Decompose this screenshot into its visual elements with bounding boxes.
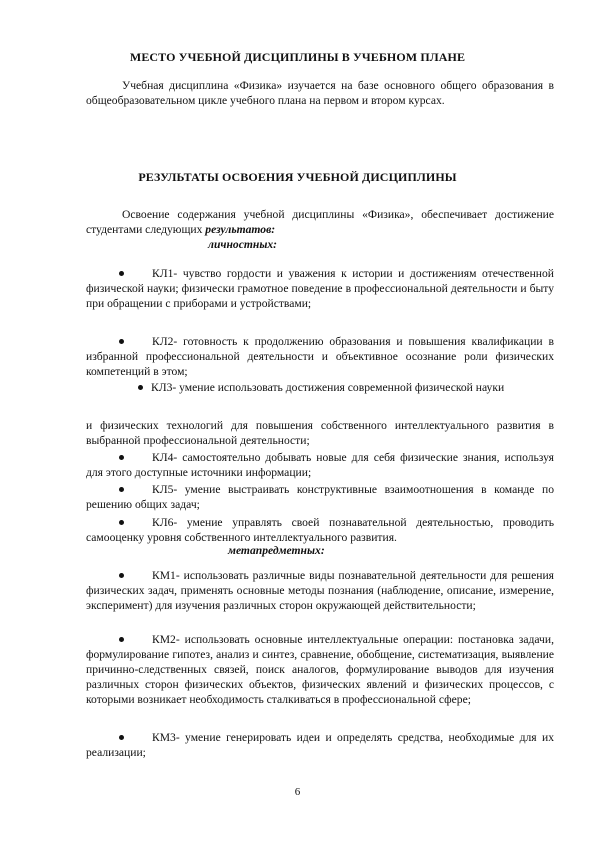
list-item-text: КМ1- использовать различные виды познавательной деятельности для решения физических задач, применять основные методы познания (наблюдение, описание, измерение, эксперимент) для изучения различных сторон окружающей действительности;	[86, 569, 554, 612]
section-heading-place: МЕСТО УЧЕБНОЙ ДИСЦИПЛИНЫ В УЧЕБНОМ ПЛАНЕ	[129, 50, 466, 64]
paragraph-place: Учебная дисциплина «Физика» изучается на базе основного общего образования в общеобразовательном цикле учебного плана на первом и втором курсах.	[86, 79, 554, 107]
list-item-text: КМ3- умение генерировать идеи и определять средства, необходимые для их реализации;	[86, 731, 554, 759]
bullet-icon	[119, 573, 124, 578]
bullet-icon	[119, 735, 124, 740]
list-item-km3	[86, 730, 554, 760]
list-item-text: КЛ6- умение управлять своей познавательной деятельностью, проводить самооценку уровня собственного интеллектуального развития.	[86, 516, 554, 544]
intro-emphasis: результатов:	[205, 223, 276, 236]
section-heading-results: РЕЗУЛЬТАТЫ ОСВОЕНИЯ УЧЕБНОЙ ДИСЦИПЛИНЫ	[138, 170, 457, 184]
list-item-kl2	[86, 334, 554, 379]
page-number: 6	[294, 786, 301, 798]
list-item-kl6	[86, 515, 554, 545]
list-item-text: КЛ2- готовность к продолжению образования и повышения квалификации в избранной профессиональной деятельности и объективное осознание роли физических компетенций в этом;	[86, 335, 554, 378]
list-item-text: КЛ1- чувство гордости и уважения к истории и достижениям отечественной физической науки; физически грамотное поведение в профессиональной деятельности и быту при обращении с приборами и устройствами;	[86, 267, 554, 310]
list-item-kl5	[86, 482, 554, 512]
subheading-meta: метапредметных:	[228, 544, 325, 557]
list-item-text: КЛ5- умение выстраивать конструктивные взаимоотношения в команде по решению общих задач;	[86, 483, 554, 511]
list-item-kl3	[138, 380, 554, 395]
intro-text: Освоение содержания учебной дисциплины «Физика», обеспечивает достижение студентами следующих	[86, 208, 554, 236]
list-item-text: КМ2- использовать основные интеллектуальные операции: постановка задачи, формулирование гипотез, анализ и синтез, сравнение, обобщение, систематизация, выявление причинно-следственных связей, поиск аналогов, формулирование выводов для изучения различных сторон физических объектов, физических явлений и физических процессов, с которыми возникает необходимость сталкиваться в профессиональной сфере;	[86, 633, 554, 706]
list-item-kl4	[86, 450, 554, 480]
paragraph-results-intro	[86, 207, 554, 237]
bullet-icon	[119, 271, 124, 276]
bullet-icon	[119, 637, 124, 642]
bullet-icon	[119, 520, 124, 525]
bullet-icon	[119, 487, 124, 492]
list-item-text: КЛ3- умение использовать достижения современной физической науки	[151, 381, 505, 394]
bullet-icon	[119, 455, 124, 460]
list-item-km2	[86, 632, 554, 707]
list-item-kl1	[86, 266, 554, 311]
bullet-icon	[138, 385, 143, 390]
list-item-text: КЛ4- самостоятельно добывать новые для себя физические знания, используя для этого доступные источники информации;	[86, 451, 554, 479]
paragraph-kl3-continued: и физических технологий для повышения собственного интеллектуального развития в выбранной профессиональной деятельности;	[86, 419, 554, 447]
bullet-icon	[119, 339, 124, 344]
list-item-km1	[86, 568, 554, 613]
subheading-personal: личностных:	[208, 238, 278, 251]
